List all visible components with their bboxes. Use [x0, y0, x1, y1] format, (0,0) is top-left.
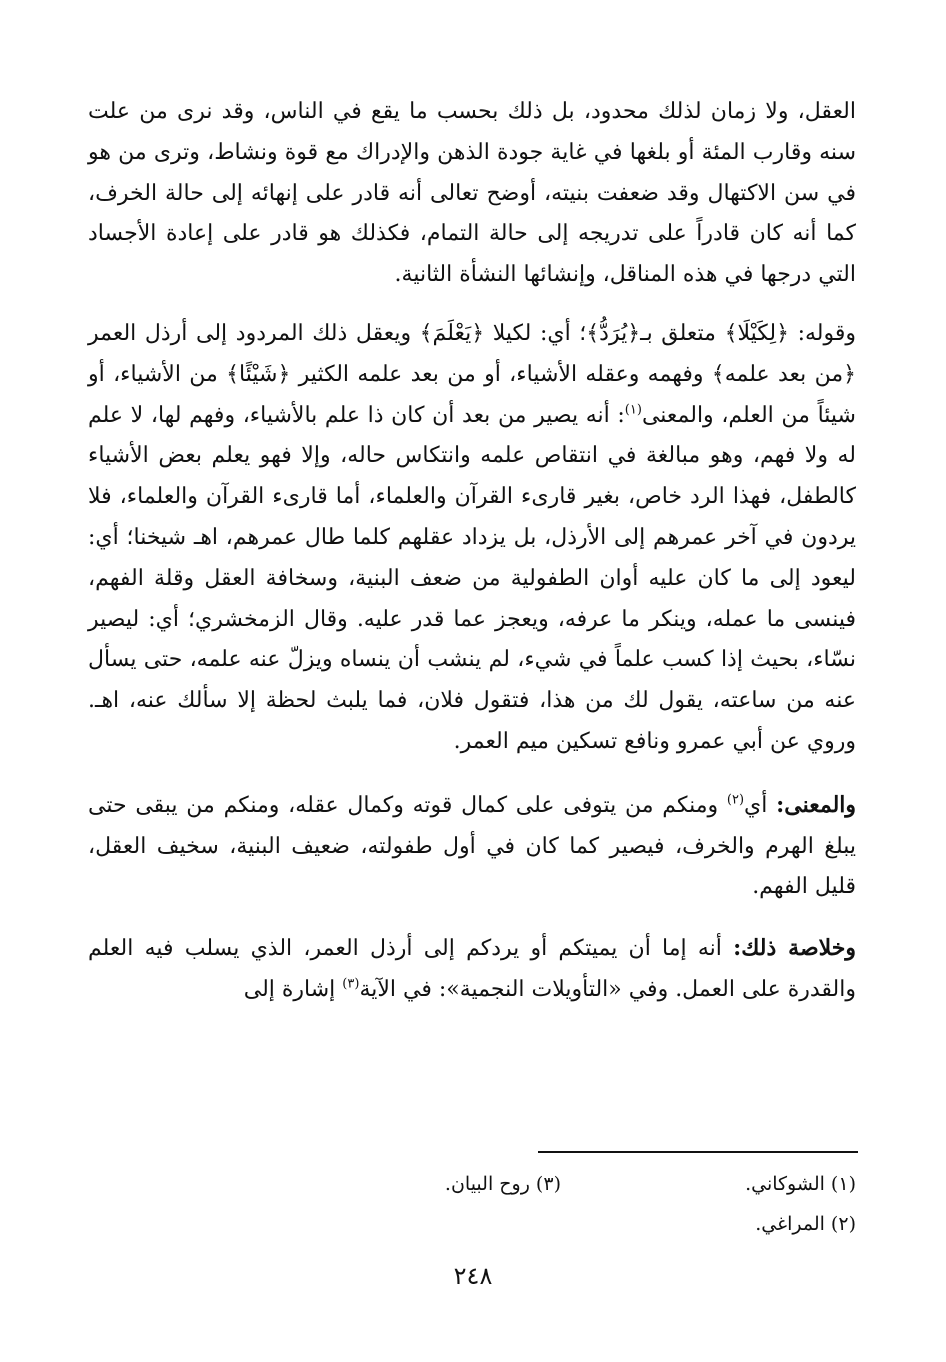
paragraph-4-text-start: أنه إما أن يميتكم أو يردكم إلى أرذل العمر، الذي يسلب فيه العلم والقدرة على العمل. وفي «التأويلات النجمية»: في الآية — [88, 936, 856, 1002]
paragraph-3-text: ومنكم من يتوفى على كمال قوته وكمال عقله، ومنكم من يبقى حتى يبلغ الهرم والخرف، فيصير كما كان في أول طفولته، ضعيف البنية، سخيف العقل، قليل الفهم. — [88, 792, 856, 900]
paragraph-1 — [88, 92, 856, 296]
paragraph-1-text: العقل، ولا زمان لذلك محدود، بل ذلك بحسب ما يقع في الناس، وقد نرى من علت سنه وقارب المئة أو بلغها في غاية جودة الذهن والإدراك مع قوة ونشاط، وترى من هو في سن الاكتهال وقد ضعفت بنيته، أوضح تعالى أنه قادر على إنهائه إلى حالة الخرف، كما أنه كان قادراً على تدريجه إلى حالة التمام، فكذلك هو قادر على إعادة الأجساد التي درجها في هذه المناقل، وإنشائها النشأة الثانية. — [88, 99, 856, 288]
footnote-ref-3: (٣) — [342, 976, 360, 992]
footnote-divider — [538, 1151, 858, 1153]
paragraph-4-lead: وخلاصة ذلك: — [733, 935, 856, 962]
footnote-2: (٢) المراغي. — [755, 1213, 856, 1235]
footnote-row-2 — [88, 1204, 856, 1244]
paragraph-2-text-start: وقوله: ﴿لِكَيْلَا﴾ متعلق بـ﴿يُرَدُّ﴾؛ أي: لكيلا ﴿يَعْلَمَ﴾ ويعقل ذلك المردود إلى أرذل العمر ﴿من بعد علمه﴾ وفهمه وعقله الأشياء، أو من بعد علمه الكثير ﴿شَيْئًا﴾ من الأشياء، أو شيئاً من العلم، والمعنى — [88, 320, 856, 428]
paragraph-2-text-end: : أنه يصير من بعد أن كان ذا علم بالأشياء، وفهم لها، لا علم له ولا فهم، وهو مبالغة في انتقاص علمه وانتكاس حاله، وإلا فهو يعلم بعض الأشياء كالطفل، فهذا الرد خاص، بغير قارىء القرآن والعلماء، أما قارىء القرآن والعلماء، فلا يردون في آخر عمرهم إلى الأرذل، بل يزداد عقلهم كلما طال عمرهم، اهـ شيخنا؛ أي: ليعود إلى ما كان عليه أوان الطفولية من ضعف البنية، وسخافة العقل وقلة الفهم، فينسى ما عمله، وينكر ما عرفه، ويعجز عما قدر عليه. وقال الزمخشري؛ أي: ليصير نسّاء، بحيث إذا كسب علماً في شيء، لم ينشب أن ينساه ويزلّ عنه علمه، حتى يسأل عنه من ساعته، يقول لك من هذا، فتقول فلان، فما يلبث لحظة إلا سألك عنه، اهـ. وروي عن أبي عمرو ونافع تسكين ميم العمر. — [88, 402, 856, 754]
footnote-row-1 — [88, 1164, 856, 1204]
footnote-ref-2: (٢) — [726, 792, 745, 808]
paragraph-3-lead: والمعنى: — [776, 791, 857, 818]
paragraph-3-pre: أي — [744, 792, 777, 818]
page-number: ٢٤٨ — [453, 1262, 493, 1290]
paragraph-2 — [88, 314, 856, 763]
paragraph-4-text-end: إشارة إلى — [243, 976, 343, 1002]
main-text — [88, 92, 856, 1011]
paragraph-4 — [88, 928, 856, 1011]
paragraph-3 — [88, 785, 856, 908]
footnotes — [88, 1164, 856, 1244]
footnote-3: (٣) روح البيان. — [444, 1173, 561, 1195]
footnote-ref-1: (١) — [624, 402, 642, 418]
footnote-1: (١) الشوكاني. — [745, 1173, 856, 1195]
